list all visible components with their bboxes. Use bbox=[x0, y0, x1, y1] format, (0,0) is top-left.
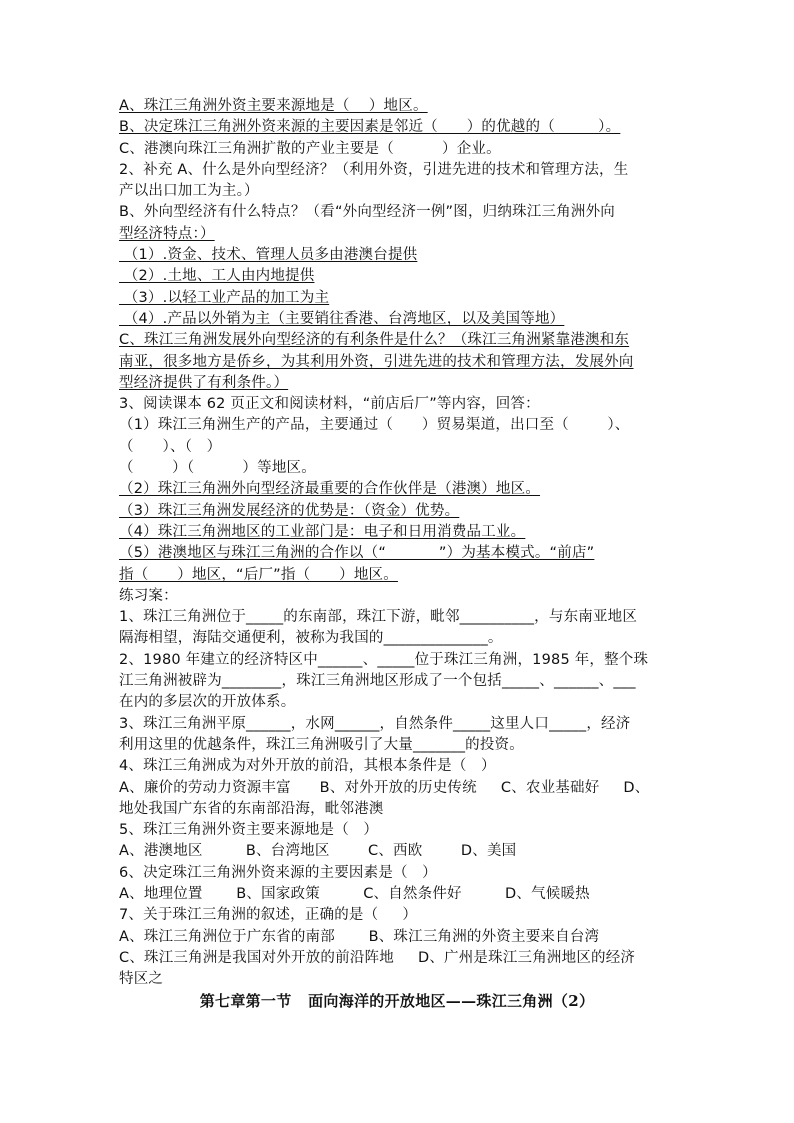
q3-2: （2）珠江三角洲外向型经济最重要的合作伙伴是（港澳）地区。 bbox=[119, 481, 541, 498]
ex5-options: A、港澳地区 B、台湾地区 C、西欧 D、美国 bbox=[119, 843, 517, 860]
ex7-options-line2: C、珠江三角洲是我国对外开放的前沿阵地 D、广州是珠江三角洲地区的经济 bbox=[119, 949, 636, 966]
ex4-options-line1: A、廉价的劳动力资源丰富 B、对外开放的历史传统 C、农业基础好 D、 bbox=[119, 779, 650, 796]
q-b-foreign-capital-factor: B、决定珠江三角洲外资来源的主要因素是邻近（ ）的优越的（ ）。 bbox=[119, 119, 621, 136]
ex4-question: 4、珠江三角洲成为对外开放的前沿，其根本条件是（ ） bbox=[119, 758, 496, 775]
q3-5-line1: （5）港澳地区与珠江三角洲的合作以（“ ”）为基本模式。“前店” bbox=[119, 545, 595, 562]
document-body bbox=[119, 96, 679, 990]
q-a-foreign-capital-source: A、珠江三角洲外资主要来源地是（ ）地区。 bbox=[119, 98, 428, 114]
feature-1: （1）.资金、技术、管理人员多由港澳台提供 bbox=[119, 247, 418, 264]
ex3-line1: 3、珠江三角洲平原______，水网______，自然条件_____这里人口_____，经济 bbox=[119, 715, 631, 732]
ex7-options-line3: 特区之 bbox=[119, 971, 164, 988]
q2-c-line3: 型经济提供了有利条件。） bbox=[119, 374, 289, 391]
q3-1-line2: （ ）、（ ） bbox=[119, 438, 222, 455]
ex1-line1: 1、珠江三角洲位于_____的东南部，珠江下游，毗邻__________，与东南亚地区 bbox=[119, 609, 638, 626]
ex2-line2: 江三角洲被辟为________，珠江三角洲地区形成了一个包括_____、______、___ bbox=[119, 673, 636, 690]
ex4-options-line2: 地处我国广东省的东南部沿海，毗邻港澳 bbox=[119, 800, 384, 817]
q3-1-line1: （1）珠江三角洲生产的产品，主要通过（ ）贸易渠道，出口至（ ）、 bbox=[119, 417, 630, 434]
ex7-question: 7、关于珠江三角洲的叙述，正确的是（ ） bbox=[119, 907, 418, 924]
q2-supplement-line1: 2、补充 A、什么是外向型经济？（利用外资，引进先进的技术和管理方法，生 bbox=[119, 161, 629, 178]
ex6-question: 6、决定珠江三角洲外资来源的主要因素是（ ） bbox=[119, 864, 437, 881]
q3-1-line3: （ ）（ ）等地区。 bbox=[119, 460, 316, 477]
q3-4: （4）珠江三角洲地区的工业部门是：电子和日用消费品工业。 bbox=[119, 523, 526, 540]
q2-b-line1: B、外向型经济有什么特点？（看“外向型经济一例”图，归纳珠江三角洲外向 bbox=[119, 204, 615, 221]
ex1-line2: 隔海相望，海陆交通便利，被称为我国的______________。 bbox=[119, 630, 503, 647]
ex2-line3: 在内的多层次的开放体系。 bbox=[119, 694, 296, 711]
practice-heading: 练习案： bbox=[119, 587, 178, 604]
ex6-options: A、地理位置 B、国家政策 C、自然条件好 D、气候暖热 bbox=[119, 885, 590, 902]
ex2-line1: 2、1980 年建立的经济特区中______、_____位于珠江三角洲，1985 年，整个珠 bbox=[119, 651, 649, 668]
ex5-question: 5、珠江三角洲外资主要来源地是（ ） bbox=[119, 822, 379, 839]
q2-b-line2: 型经济特点：） bbox=[119, 225, 215, 242]
ex7-options-line1: A、珠江三角洲位于广东省的南部 B、珠江三角洲的外资主要来自台湾 bbox=[119, 928, 600, 945]
q2-c-line2: 南亚，很多地方是侨乡，为其利用外资，引进先进的技术和管理方法，发展外向 bbox=[119, 353, 634, 370]
feature-4: （4）.产品以外销为主（主要销往香港、台湾地区，以及美国等地） bbox=[119, 310, 565, 327]
q3-5-line2: 指（ ）地区，“后厂”指（ ）地区。 bbox=[119, 566, 398, 583]
feature-2: （2）.土地、工人由内地提供 bbox=[119, 268, 315, 285]
q3-3: （3）珠江三角洲发展经济的优势是：（资金）优势。 bbox=[119, 502, 460, 519]
section-title: 第七章第一节 面向海洋的开放地区——珠江三角洲（2） bbox=[199, 992, 595, 1010]
ex3-line2: 利用这里的优越条件，珠江三角洲吸引了大量_______的投资。 bbox=[119, 736, 524, 753]
q2-c-line1: C、珠江三角洲发展外向型经济的有利条件是什么？（珠江三角洲紧靠港澳和东 bbox=[119, 332, 630, 349]
q3-intro: 3、阅读课本 62 页正文和阅读材料，“前店后厂”等内容，回答： bbox=[119, 396, 540, 413]
q2-supplement-line2: 产以出口加工为主。） bbox=[119, 183, 259, 200]
feature-3: （3）.以轻工业产品的加工为主 bbox=[119, 289, 330, 306]
q-c-industry-type: C、港澳向珠江三角洲扩散的产业主要是（ ）企业。 bbox=[119, 140, 501, 157]
